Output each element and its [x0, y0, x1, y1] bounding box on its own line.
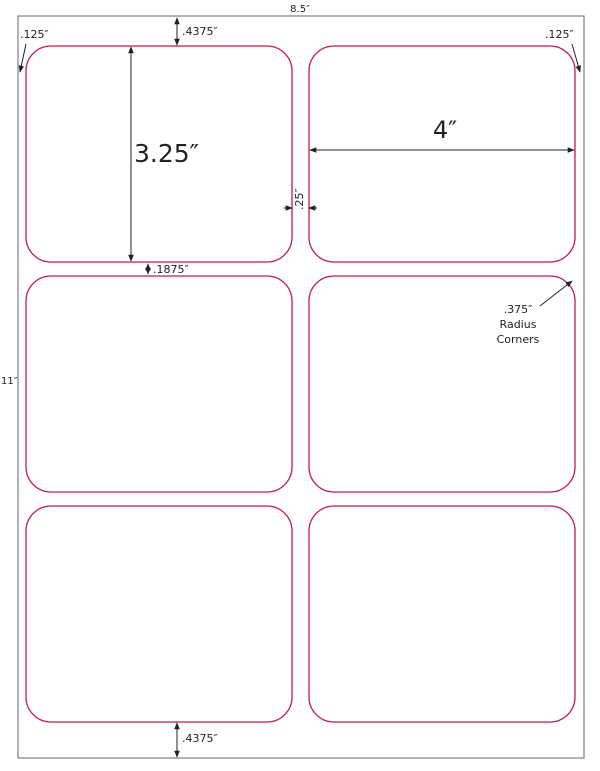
- top-margin-label: .4375″: [182, 25, 218, 38]
- column-gap-label: .25″: [293, 188, 306, 210]
- label-4: [309, 276, 575, 492]
- left-margin-arrow: [20, 44, 26, 72]
- corner-radius-line2: Corners: [496, 333, 540, 346]
- right-margin-label: .125″: [545, 28, 574, 41]
- sheet-width-label: 8.5″: [290, 4, 310, 15]
- label-5: [26, 506, 292, 722]
- row-gap-label: .1875″: [153, 263, 189, 276]
- bottom-margin-label: .4375″: [182, 732, 218, 745]
- label-2: [309, 46, 575, 262]
- label-3: [26, 276, 292, 492]
- label-height-label: 3.25″: [134, 139, 200, 168]
- corner-radius-line1: Radius: [499, 318, 537, 331]
- label-6: [309, 506, 575, 722]
- sheet-height-label: 11″: [1, 376, 18, 387]
- corner-radius-arrow: [540, 281, 572, 306]
- sheet-border: [18, 16, 584, 758]
- right-margin-arrow: [572, 44, 580, 72]
- corner-radius-value: .375″: [503, 303, 533, 316]
- label-width-label: 4″: [432, 116, 458, 144]
- left-margin-label: .125″: [20, 28, 49, 41]
